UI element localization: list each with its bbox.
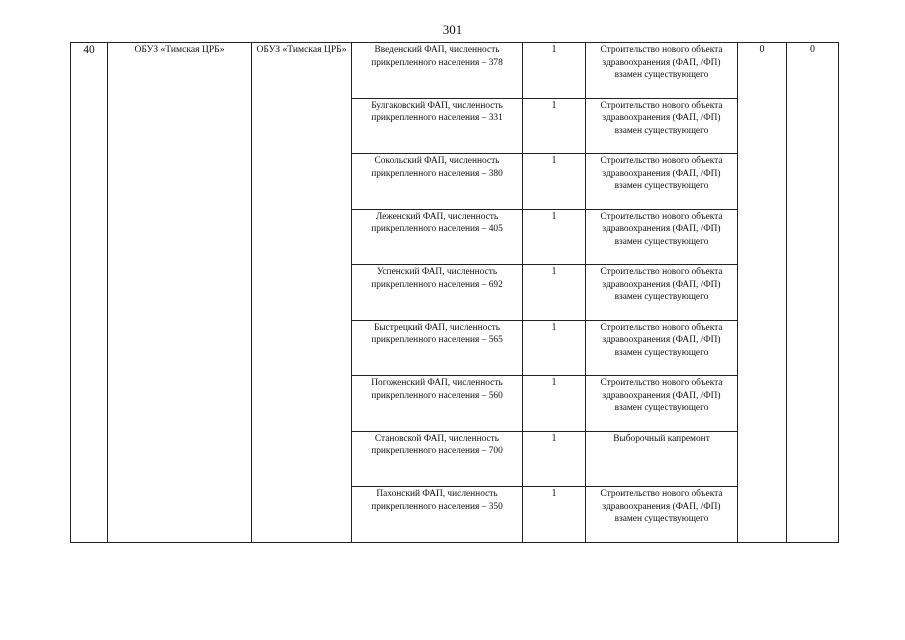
quantity-cell: 1 — [523, 98, 586, 154]
work-type-cell: Строительство нового объекта здравоохранения (ФАП, /ФП) взамен существующего — [586, 98, 738, 154]
work-type-cell: Строительство нового объекта здравоохранения (ФАП, /ФП) взамен существующего — [586, 320, 738, 376]
fap-cell: Погоженский ФАП, численность прикрепленного населения – 560 — [352, 376, 523, 432]
quantity-cell: 1 — [523, 487, 586, 543]
fap-cell: Быстрецкий ФАП, численность прикрепленного населения – 565 — [352, 320, 523, 376]
quantity-cell: 1 — [523, 376, 586, 432]
work-type-cell: Строительство нового объекта здравоохранения (ФАП, /ФП) взамен существующего — [586, 376, 738, 432]
fap-cell: Пахонский ФАП, численность прикрепленного населения – 350 — [352, 487, 523, 543]
work-type-cell: Строительство нового объекта здравоохранения (ФАП, /ФП) взамен существующего — [586, 154, 738, 210]
value-2-cell: 0 — [787, 43, 839, 543]
entry-number: 40 — [71, 43, 108, 543]
work-type-cell: Строительство нового объекта здравоохранения (ФАП, /ФП) взамен существующего — [586, 43, 738, 99]
fap-cell: Становской ФАП, численность прикрепленного населения – 700 — [352, 431, 523, 487]
quantity-cell: 1 — [523, 43, 586, 99]
fap-cell: Успенский ФАП, численность прикрепленного населения – 692 — [352, 265, 523, 321]
organization-cell: ОБУЗ «Тимская ЦРБ» — [108, 43, 252, 543]
fap-cell: Леженский ФАП, численность прикрепленного населения – 405 — [352, 209, 523, 265]
page-number: 301 — [442, 22, 463, 37]
quantity-cell: 1 — [523, 431, 586, 487]
work-type-cell: Строительство нового объекта здравоохранения (ФАП, /ФП) взамен существующего — [586, 209, 738, 265]
fap-cell: Введенский ФАП, численность прикрепленного населения – 378 — [352, 43, 523, 99]
quantity-cell: 1 — [523, 320, 586, 376]
quantity-cell: 1 — [523, 265, 586, 321]
facilities-table — [70, 42, 839, 543]
fap-cell: Булгаковский ФАП, численность прикрепленного населения – 331 — [352, 98, 523, 154]
work-type-cell: Выборочный капремонт — [586, 431, 738, 487]
quantity-cell: 1 — [523, 154, 586, 210]
fap-cell: Сокольский ФАП, численность прикрепленного населения – 380 — [352, 154, 523, 210]
value-1-cell: 0 — [738, 43, 787, 543]
table-row — [71, 43, 839, 99]
quantity-cell: 1 — [523, 209, 586, 265]
organization-cell-2: ОБУЗ «Тимская ЦРБ» — [252, 43, 352, 543]
work-type-cell: Строительство нового объекта здравоохранения (ФАП, /ФП) взамен существующего — [586, 487, 738, 543]
work-type-cell: Строительство нового объекта здравоохранения (ФАП, /ФП) взамен существующего — [586, 265, 738, 321]
